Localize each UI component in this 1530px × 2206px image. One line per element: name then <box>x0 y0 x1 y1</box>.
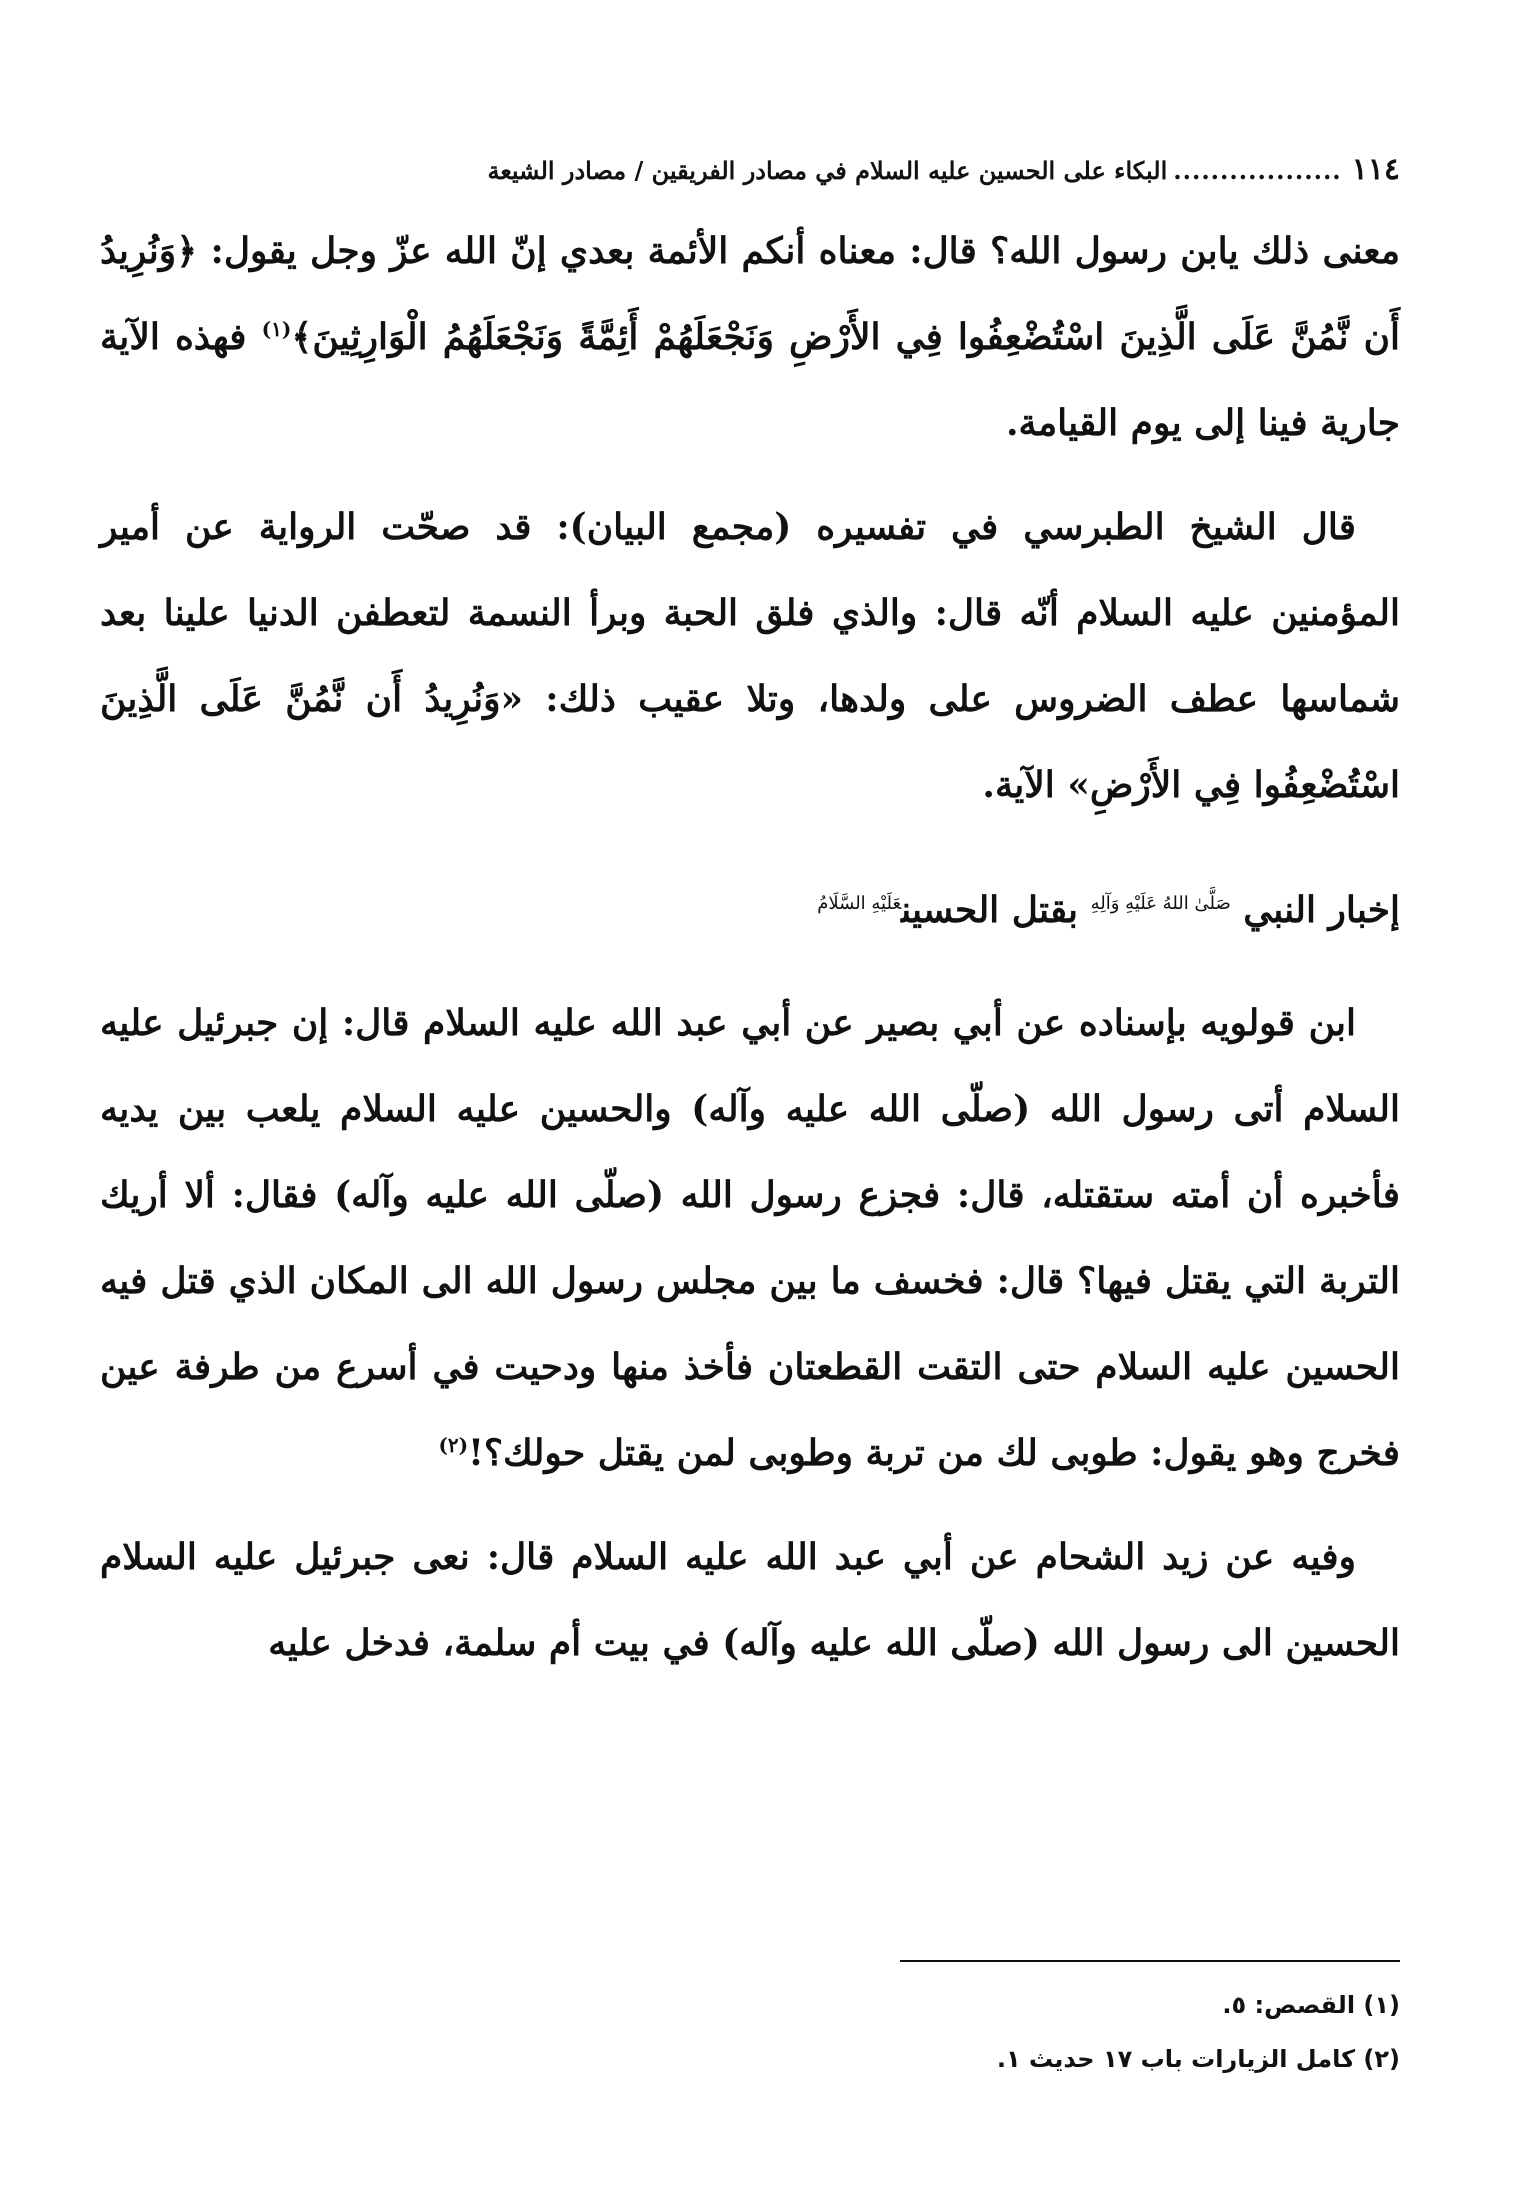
page-content <box>100 150 1400 1686</box>
page-number: ١١٤ <box>1351 152 1400 187</box>
paragraph-3 <box>100 980 1400 1496</box>
prophet-honorific-glyph: صَلَّىٰ اللهُ عَلَيْهِ وَآلِهِ <box>1090 893 1231 914</box>
running-header-title: البكاء على الحسين عليه السلام في مصادر الفريقين / مصادر الشيعة <box>487 156 1168 185</box>
paragraph-4 <box>100 1514 1400 1686</box>
running-header <box>100 150 1400 190</box>
quran-verse-2: «وَنُرِيدُ أَن نَّمُنَّ عَلَى الَّذِينَ اسْتُضْعِفُوا فِي الأَرْضِ» <box>100 678 1400 806</box>
paragraph-2-text: قال الشيخ الطبرسي في تفسيره (مجمع البيان): قد صحّت الرواية عن أمير المؤمنين عليه السلام أنّه قال: والذي فلق الحبة وبرأ النسمة لتعطفن الدنيا علينا بعد شماسها عطف الضروس على ولدها، وتلا عقيب ذلك: <box>100 506 1400 720</box>
paragraph-2 <box>100 484 1400 828</box>
footnote-2: (٢) كامل الزيارات باب ١٧ حديث ١. <box>996 2045 1400 2073</box>
body-text <box>100 208 1400 1686</box>
header-leader-dots: .................. <box>1173 156 1342 185</box>
quran-verse-1: ﴿وَنُرِيدُ أَن نَّمُنَّ عَلَى الَّذِينَ اسْتُضْعِفُوا فِي الأَرْضِ وَنَجْعَلَهُمْ أَئِمَّةً وَنَجْعَلَهُمُ الْوَارِثِينَ﴾ <box>100 230 1401 358</box>
footnote-separator <box>900 1960 1400 1962</box>
paragraph-3-text: ابن قولويه بإسناده عن أبي بصير عن أبي عبد الله عليه السلام قال: إن جبرئيل عليه السلام أتى رسول الله (صلّى الله عليه وآله) والحسين عليه السلام يلعب بين يديه فأخبره أن أمته ستقتله، قال: فجزع رسول الله (صلّى الله عليه وآله) فقال: ألا أريك التربة التي يقتل فيها؟ قال: فخسف ما بين مجلس رسول الله الى المكان الذي قتل فيه الحسين عليه السلام حتى التقت القطعتان فأخذ منها ودحيت في أسرع من طرفة عين فخرج وهو يقول: طوبى لك من تربة وطوبى لمن يقتل حولك؟! <box>100 1002 1400 1474</box>
footnotes <box>100 1978 1400 2086</box>
paragraph-1-rest: فهذه الآية جارية فينا إلى يوم القيامة. <box>100 316 1400 444</box>
section-heading-part2: بقتل الحسين <box>901 889 1091 931</box>
footnote-ref-2[interactable]: (٢) <box>438 1433 469 1457</box>
paragraph-1 <box>100 208 1400 466</box>
footnote-ref-1[interactable]: (١) <box>261 317 292 341</box>
imam-honorific-glyph: عَلَيْهِ السَّلَامُ <box>817 893 902 914</box>
footnote-1: (١) القصص: ٥. <box>1222 1991 1400 2019</box>
paragraph-1-intro: معنى ذلك يابن رسول الله؟ قال: معناه أنكم الأئمة بعدي إنّ الله عزّ وجل يقول: <box>210 230 1400 272</box>
paragraph-2-rest: الآية. <box>982 764 1068 806</box>
paragraph-4-text: وفيه عن زيد الشحام عن أبي عبد الله عليه السلام قال: نعى جبرئيل عليه السلام الحسين الى رسول الله (صلّى الله عليه وآله) في بيت أم سلمة، فدخل عليه <box>100 1536 1400 1664</box>
section-heading-part1: إخبار النبي <box>1243 889 1400 931</box>
section-heading <box>100 880 1400 940</box>
